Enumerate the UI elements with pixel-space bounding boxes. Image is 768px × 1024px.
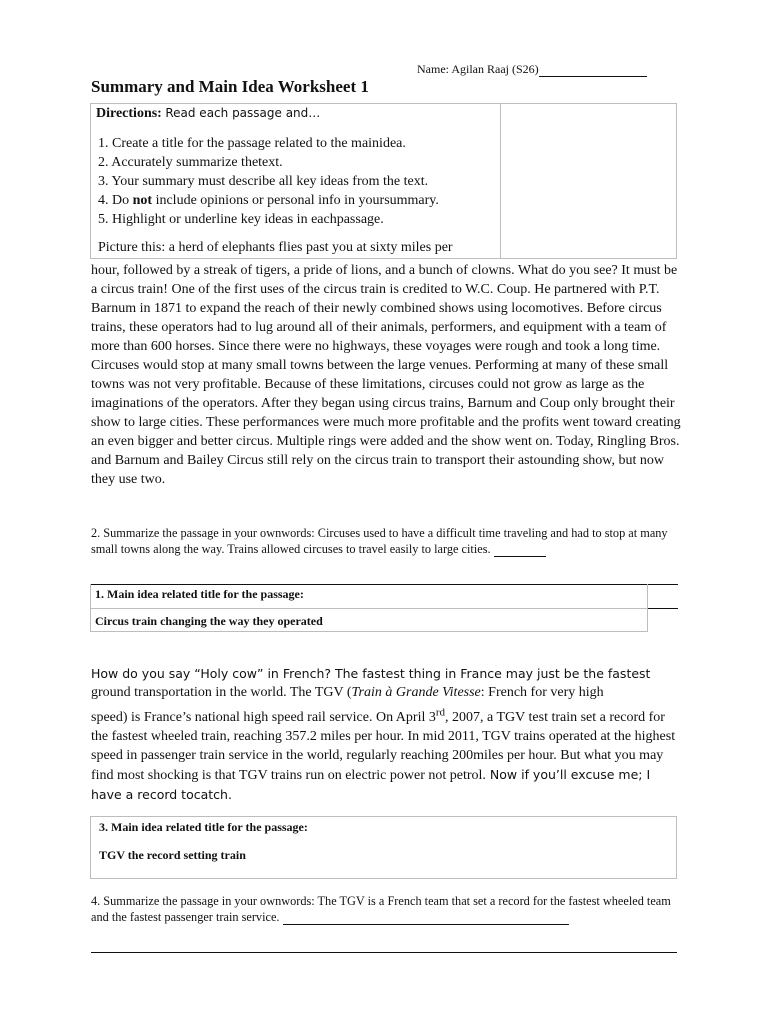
emphasis-not: not [132,193,153,208]
summary4-blank[interactable] [283,912,569,925]
main-idea1-divider [90,608,648,609]
passage2-line2: ground transportation in the world. The TGV (Train à Grande Vitesse: French for very high [91,685,604,700]
answer-rule [648,608,678,609]
summary2-blank[interactable] [494,544,546,557]
main-idea1-label: 1. Main idea related title for the passage: [95,587,304,601]
summary4 [91,893,683,925]
summary2-text: 2. Summarize the passage in your ownwords: Circuses used to have a difficult time traveling and had to stop at many small towns along the way. Trains allowed circuses to travel easily to large cities. [91,526,668,556]
main-idea1-answer: Circus train changing the way they operated [95,614,323,628]
summary4-text: 4. Summarize the passage in your ownwords: The TGV is a French team that set a record for the fastest wheeled team and the fastest passenger train service. [91,894,671,924]
directions-item: 2. Accurately summarize thetext. [98,155,283,170]
passage2-rest: speed) is France’s national high speed rail service. On April 3rd, 2007, a TGV test train set a record for the fastest wheeled train, reaching 357.2 miles per hour. In mid 2011, TGV trains operated at the highest speed in passenger train service in the world, regularly reaching 200miles per hour. But what you may find most shocking is that TGV trains run on electric power not petrol. Now if you’ll excuse me; I have a record tocatch. [91,706,676,802]
passage2-opening: How do you say “Holy cow” in French? The fastest thing in France may just be the fastest [91,666,651,681]
directions-item: 3. Your summary must describe all key ideas from the text. [98,174,429,189]
answer-rule [91,952,677,953]
main-idea3-label: 3. Main idea related title for the passage: [99,820,308,834]
directions-list [98,134,439,229]
directions-item: 5. Highlight or underline key ideas in eachpassage. [98,212,384,227]
tgv-french-name: Train à Grande Vitesse [351,685,481,700]
student-name: Name: Agilan Raaj (S26) [417,62,539,76]
passage1-body: hour, followed by a streak of tigers, a pride of lions, and a bunch of clowns. What do you see? It must be a circus train! One of the first uses of the circus train is credited to W.C. Coup. He partnered with P.T. Barnum in 1871 to expand the reach of their newly combined shows using locomotives. Before circus trains, these operators had to lug around all of their animals, performers, and equipment with a team of more than 600 horses. Since there were no highways, these voyages were rough and took a long time. Circuses would stop at many small towns between the large venues. Performing at many of these small towns was not very profitable. Because of these limitations, circuses could not grow as large as the imaginations of the operators. After they began using circus trains, Barnum and Coup only brought their show to large cities. These performances were much more profitable and the profits went toward creating an even bigger and better circus. Multiple rings were added and the show went on. Today, Ringling Bros. and Barnum and Bailey Circus still rely on the circus train to transport their astounding show, but now they use two. [91,263,681,487]
directions-label: Directions: [96,106,162,121]
directions-intro: Read each passage and… [165,106,321,120]
main-idea3-answer: TGV the record setting train [99,848,246,862]
name-line [417,62,647,77]
passage2 [91,664,681,805]
directions-item: 4. Do not include opinions or personal info in yoursummary. [98,193,439,208]
directions-heading [96,106,320,122]
name-blank-line [539,64,647,77]
directions-item: 1. Create a title for the passage related to the mainidea. [98,136,406,151]
summary2 [91,525,683,557]
worksheet-title: Summary and Main Idea Worksheet 1 [91,77,369,96]
directions-box-divider [500,103,501,259]
ordinal-suffix: rd [435,706,446,719]
passage1-first-line: Picture this: a herd of elephants flies past you at sixty miles per [98,240,453,255]
